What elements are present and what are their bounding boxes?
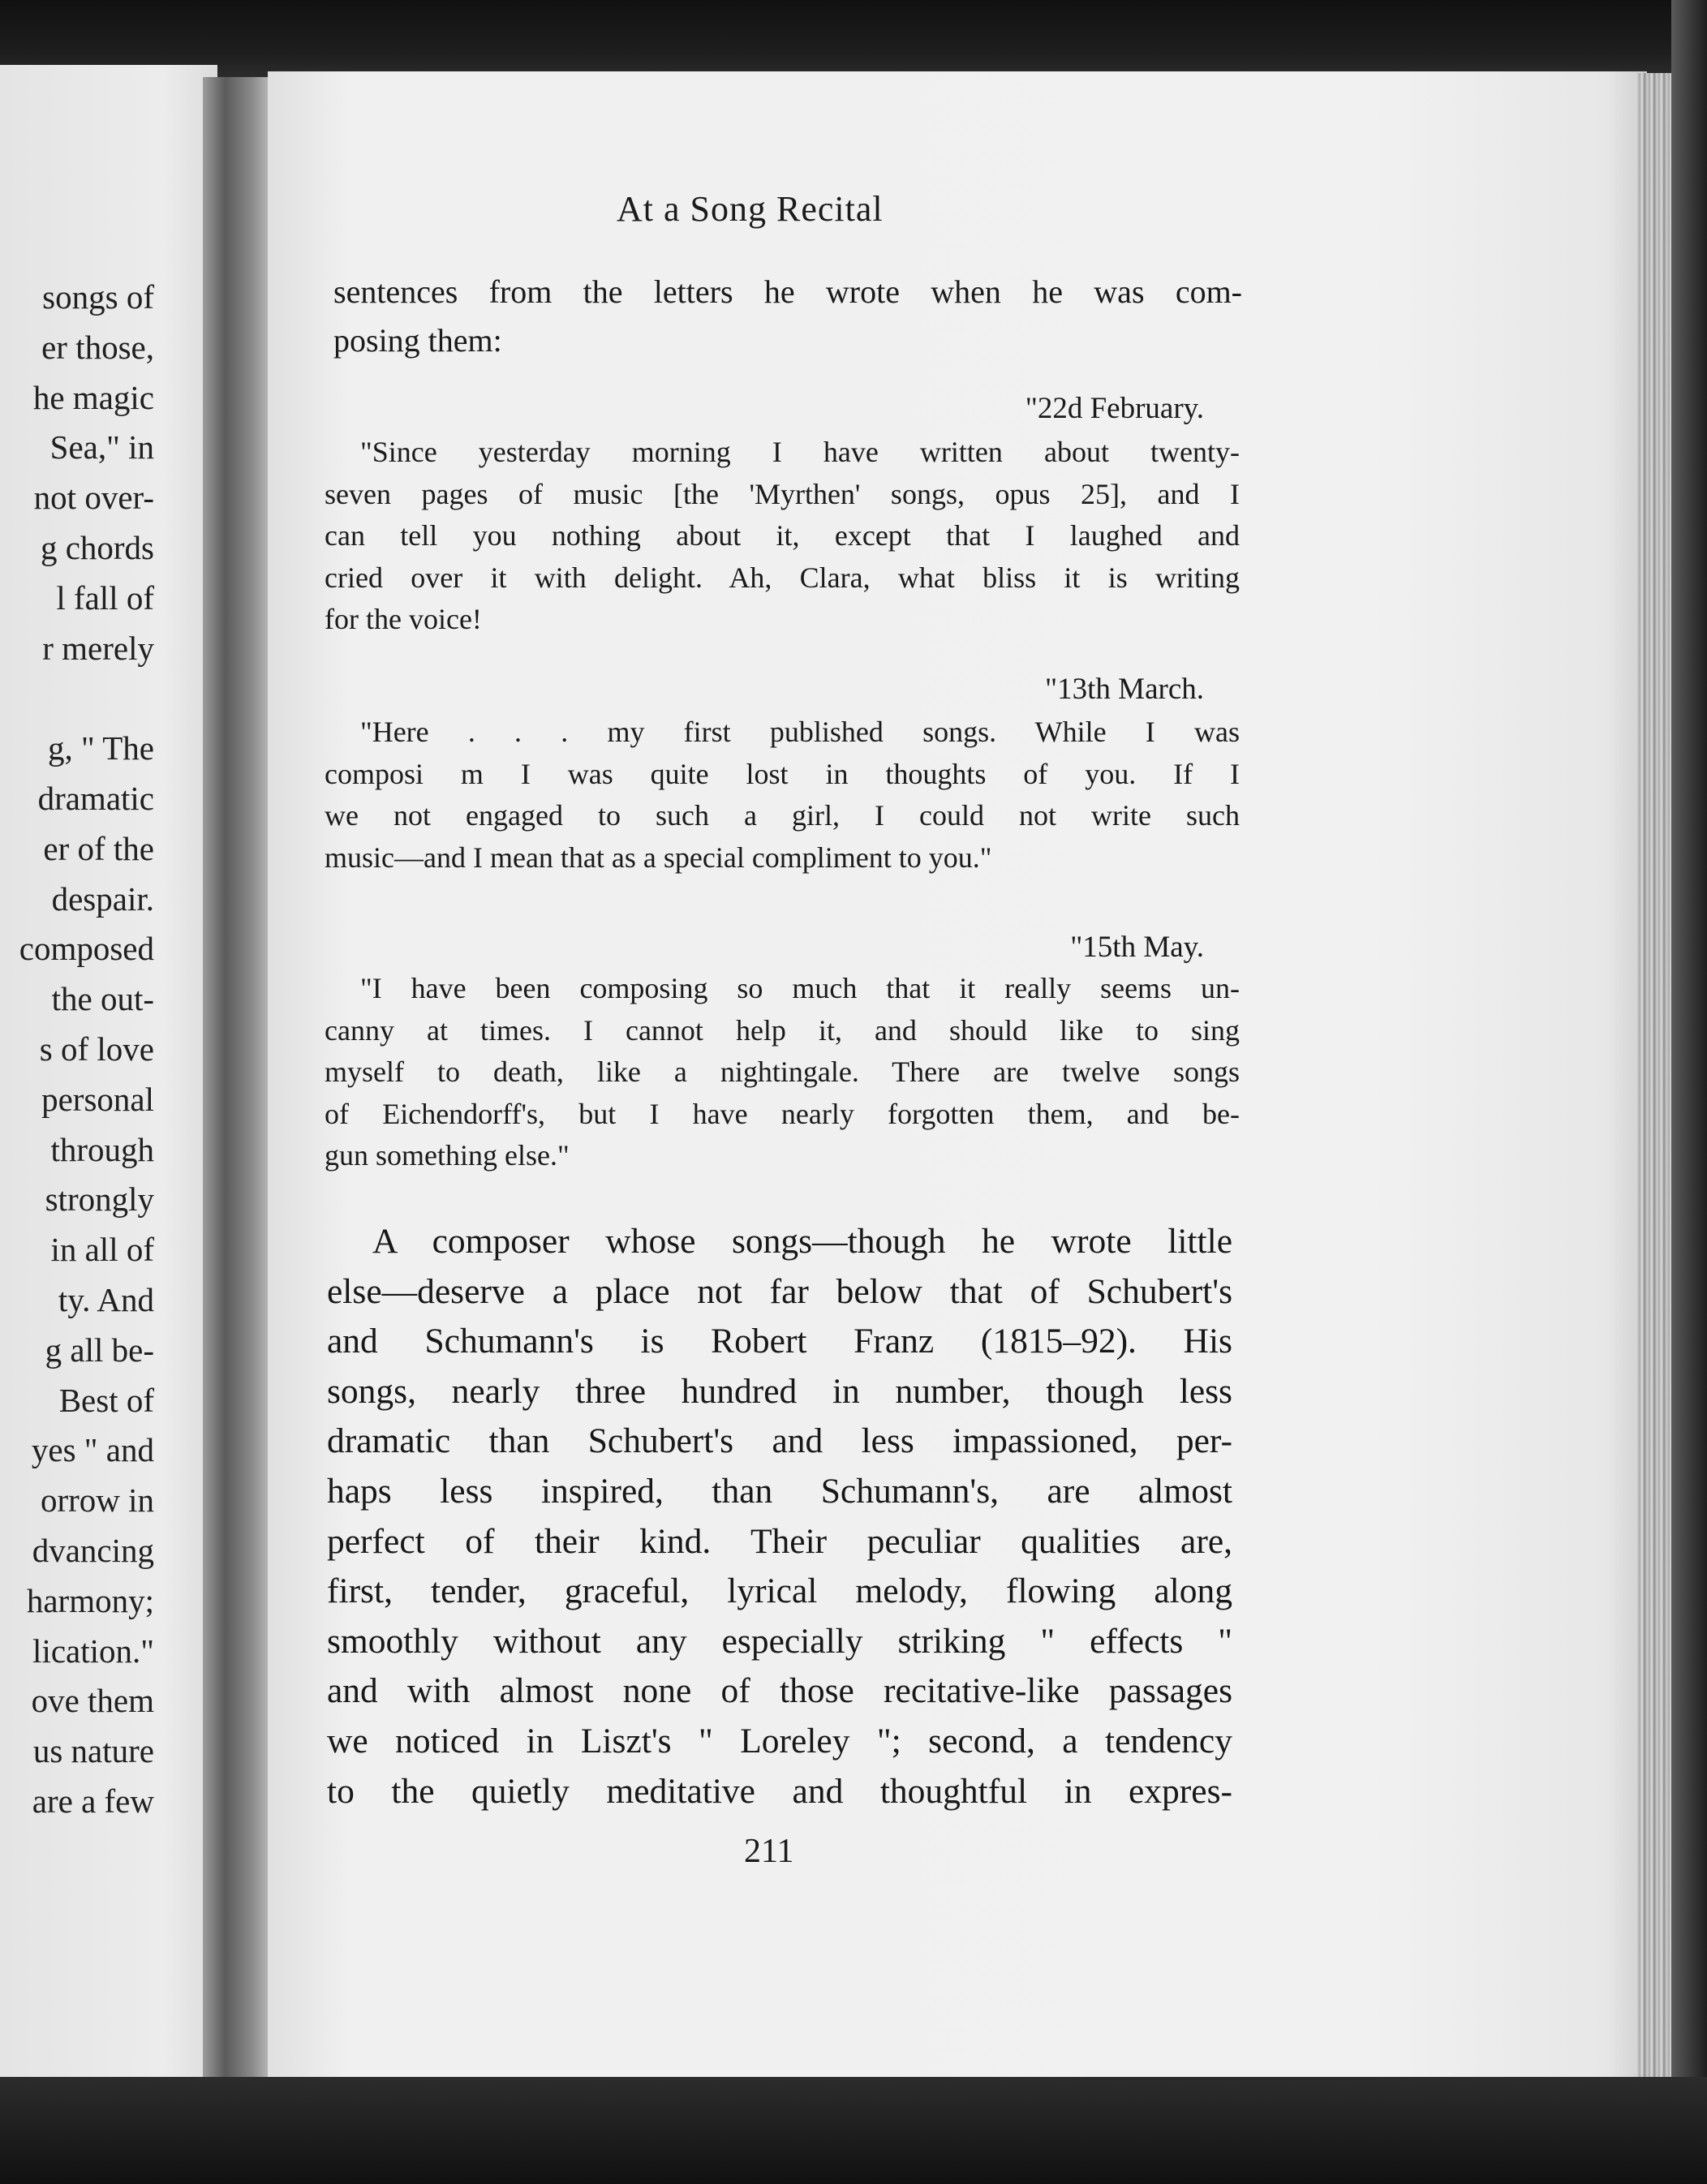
intro-line: posing them:	[333, 322, 502, 359]
left-page-line: through	[50, 1130, 154, 1168]
left-page-line: yes " and	[31, 1431, 154, 1469]
letter-line: cried over it with delight. Ah, Clara, what bliss it is writing	[325, 561, 1240, 594]
left-page-line: g all be-	[45, 1331, 154, 1369]
left-page	[0, 65, 217, 2093]
left-page-line: us nature	[32, 1732, 154, 1770]
body-line: A composer whose songs—though he wrote little	[372, 1222, 1232, 1261]
left-page-text	[0, 273, 154, 1827]
scan-bottom-border	[0, 2077, 1707, 2184]
left-page-line: personal	[41, 1080, 154, 1118]
left-page-line: er those,	[41, 328, 154, 366]
letter-quote	[325, 712, 1240, 879]
letter-line: myself to death, like a nightingale. There are twelve songs	[325, 1055, 1240, 1088]
left-page-line: not over-	[33, 479, 154, 517]
left-page-line: lication."	[32, 1632, 154, 1670]
left-page-line: he magic	[32, 378, 154, 416]
body-line: we noticed in Liszt's " Loreley "; second, a tendency	[327, 1721, 1232, 1761]
left-page-line: ove them	[31, 1682, 154, 1720]
left-page-line: ty. And	[58, 1280, 154, 1318]
scan-right-border	[1671, 0, 1707, 2184]
left-page-line: composed	[19, 930, 154, 968]
body-line: smoothly without any especially striking " effects "	[327, 1621, 1232, 1661]
left-page-line: s of love	[39, 1030, 154, 1068]
body-line: else—deserve a place not far below that of Schubert's	[327, 1271, 1232, 1311]
body-line: and Schumann's is Robert Franz (1815–92). His	[327, 1322, 1232, 1361]
left-page-line: the out-	[51, 980, 154, 1018]
letter-line: music—and I mean that as a special compliment to you."	[325, 840, 992, 874]
left-page-line: g, " The	[48, 729, 154, 767]
left-page-line: l fall of	[56, 578, 154, 617]
letter-line: "I have been composing so much that it really seems un-	[360, 972, 1240, 1004]
letter-date: "22d February.	[1025, 392, 1204, 425]
left-page-line: r merely	[42, 629, 154, 667]
letter-line: "Here . . . my first published songs. While I was	[360, 716, 1240, 748]
left-page-line: dvancing	[32, 1531, 154, 1569]
running-head: At a Song Recital	[617, 189, 884, 229]
page-number: 211	[744, 1833, 794, 1870]
intro-paragraph	[333, 268, 1242, 365]
letter-date: "13th March.	[1045, 673, 1204, 706]
intro-line: sentences from the letters he wrote when he was com-	[333, 273, 1242, 310]
body-line: to the quietly meditative and thoughtful in expres-	[327, 1771, 1232, 1811]
letter-line: "Since yesterday morning I have written about twenty-	[360, 436, 1240, 468]
body-line: perfect of their kind. Their peculiar qualities are,	[327, 1521, 1232, 1561]
left-page-line	[0, 673, 154, 724]
body-line: haps less inspired, than Schumann's, are almost	[327, 1471, 1232, 1511]
left-page-line: are a few	[32, 1782, 154, 1820]
letter-quote	[325, 432, 1240, 641]
left-page-line: despair.	[51, 879, 154, 918]
letter-line: can tell you nothing about it, except that I laughed and	[325, 519, 1240, 552]
left-page-line: songs of	[42, 278, 154, 316]
left-page-line: dramatic	[37, 779, 154, 817]
left-page-line: Sea," in	[49, 428, 154, 466]
left-page-line: er of the	[43, 829, 154, 867]
letter-line: for the voice!	[325, 603, 482, 635]
left-page-line: strongly	[45, 1180, 154, 1219]
left-page-line: orrow in	[40, 1481, 154, 1520]
left-page-line: g chords	[40, 528, 154, 566]
letter-line: gun something else."	[325, 1139, 570, 1172]
body-line: songs, nearly three hundred in number, though less	[327, 1371, 1232, 1411]
left-page-line: in all of	[50, 1231, 154, 1269]
letter-line: we not engaged to such a girl, I could not write such	[325, 799, 1240, 832]
body-line: and with almost none of those recitative-like passages	[327, 1671, 1232, 1711]
letter-line: seven pages of music [the 'Myrthen' songs, opus 25], and I	[325, 477, 1240, 510]
letter-date: "15th May.	[1070, 931, 1204, 964]
left-page-line: harmony;	[26, 1581, 154, 1619]
letter-line: canny at times. I cannot help it, and should like to sing	[325, 1013, 1240, 1047]
letter-line: of Eichendorff's, but I have nearly forgotten them, and be-	[325, 1097, 1240, 1130]
body-paragraph	[327, 1217, 1232, 1816]
body-line: dramatic than Schubert's and less impassioned, per-	[327, 1421, 1232, 1461]
letter-quote	[325, 968, 1240, 1177]
letter-line: composi m I was quite lost in thoughts of you. If I	[325, 757, 1240, 790]
body-line: first, tender, graceful, lyrical melody, flowing along	[327, 1571, 1232, 1611]
left-page-line: Best of	[58, 1381, 154, 1419]
